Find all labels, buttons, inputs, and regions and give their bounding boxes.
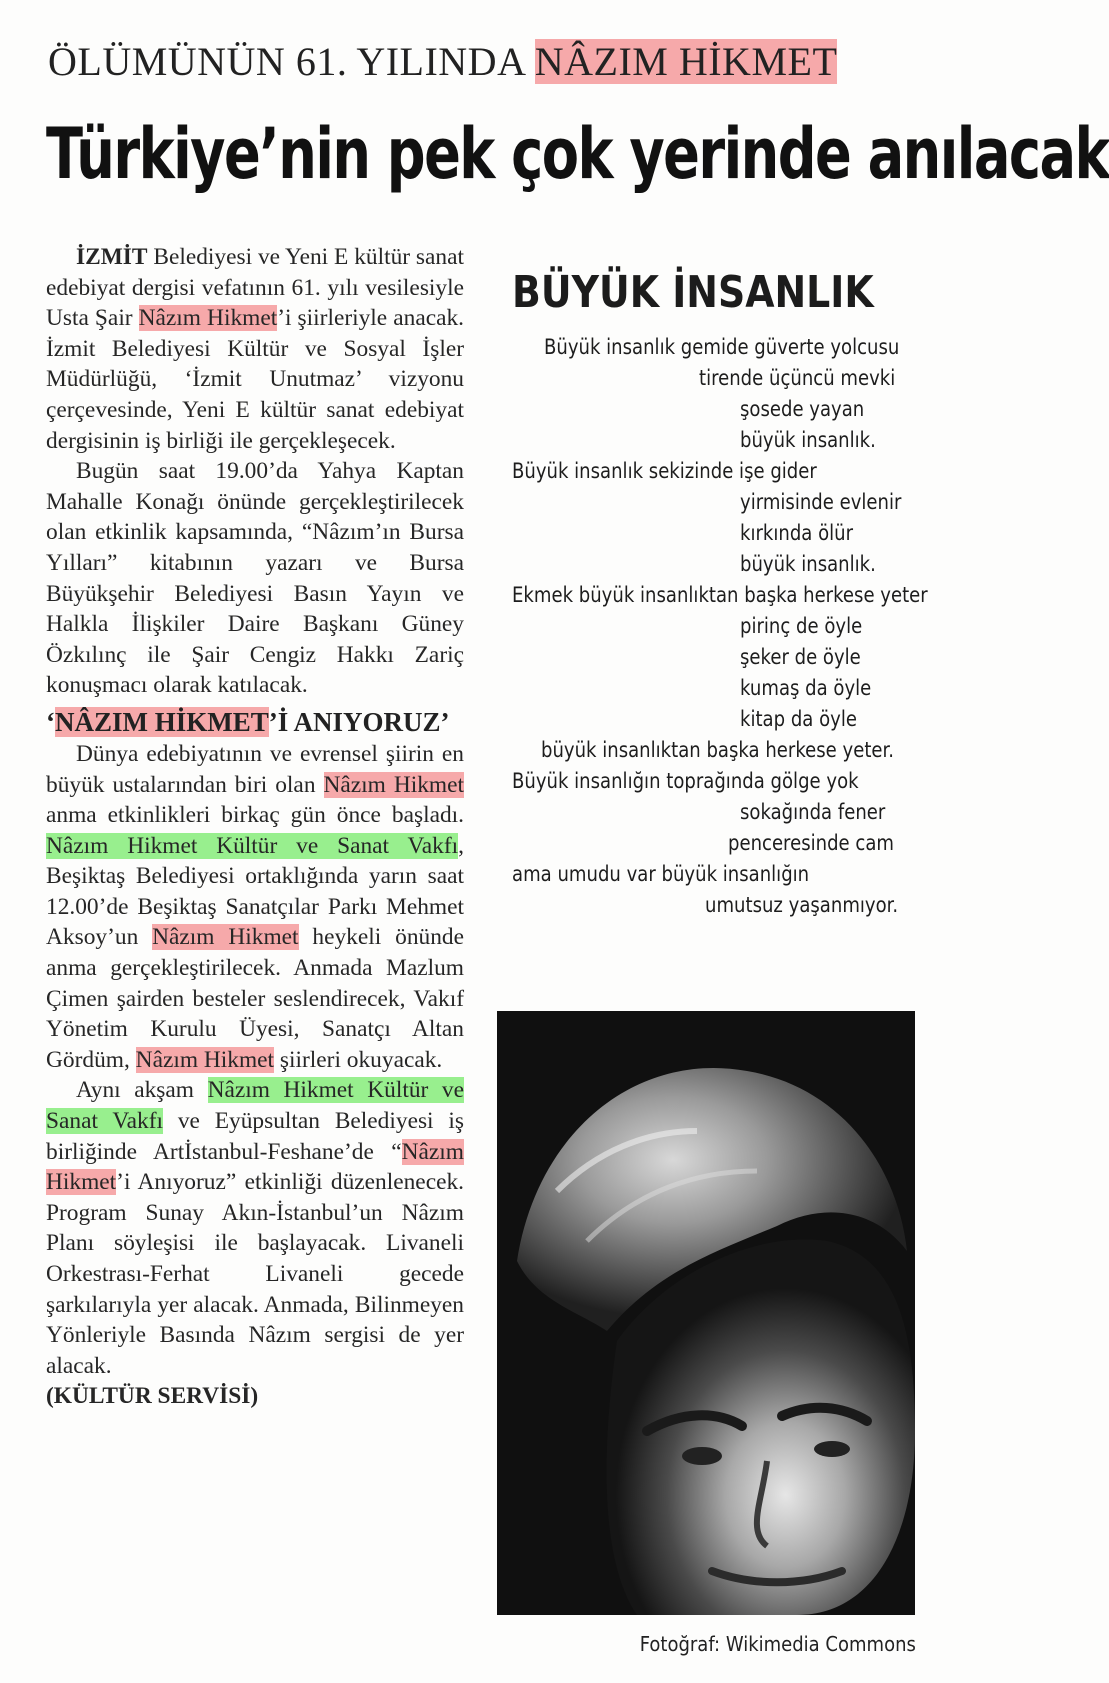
poem-line: penceresinde cam: [728, 831, 894, 855]
poem-line: Büyük insanlığın toprağında gölge yok: [512, 769, 859, 793]
name-highlight: NÂZIM HİKMET: [55, 706, 269, 737]
poem-line: büyük insanlıktan başka herkese yeter.: [541, 738, 895, 762]
poem-line: yirmisinde evlenir: [740, 490, 902, 514]
paragraph-text: anma etkinlikleri birkaç gün önce başladı.: [46, 802, 464, 829]
paragraph-4: [46, 1075, 464, 1381]
paragraph-text: ve Eyüpsultan Belediyesi iş birliğinde Artİstanbul-Feshane’de “: [46, 1108, 464, 1165]
poem-line: kumaş da öyle: [740, 676, 872, 700]
poem-line: Ekmek büyük insanlıktan başka herkese yeter: [512, 583, 928, 607]
paragraph-text: ’i şiirleriyle anacak. İzmit Belediyesi Kültür ve Sosyal İşler Müdürlüğü, ‘İzmit Unutmaz’ vizyonu çerçevesinde, Yeni E kültür sanat edebiyat dergisinin iş birliği ile gerçekleşecek.: [46, 305, 465, 454]
paragraph-text: heykeli önünde anma gerçekleştirilecek. Anmada Mazlum Çimen şairden besteler seslendirecek, Vakıf Yönetim Kurulu Üyesi, Sanatçı Altan Gördüm,: [46, 924, 464, 1073]
poem-line: kırkında ölür: [740, 521, 854, 545]
dateline: İZMİT: [76, 244, 148, 270]
paragraph-text: şiirleri okuyacak.: [274, 1046, 443, 1073]
kicker-line: [48, 38, 837, 86]
poem-line: Büyük insanlık sekizinde işe gider: [512, 459, 817, 483]
paragraph-text: Aynı akşam: [76, 1077, 208, 1104]
name-highlight: Nâzım Hikmet: [46, 1138, 464, 1196]
paragraph-2: Bugün saat 19.00’da Yahya Kaptan Mahalle Konağı önünde gerçekleştirilecek olan etkinlik kapsamında, “Nâzım’ın Bursa Yılları” kitabının yazarı ve Bursa Büyükşehir Belediyesi Basın Yayın ve Halkla İlişkiler Daire Başkanı Güney Özkılınç ile Şair Cengiz Hakkı Zariç konuşmacı olarak katılacak.: [46, 458, 464, 699]
poem-line: ama umudu var büyük insanlığın: [512, 862, 810, 886]
headline: Türkiye’nin pek çok yerinde anılacak: [46, 113, 1109, 195]
poem-line: pirinç de öyle: [740, 614, 863, 638]
paragraph-3: [46, 739, 464, 1076]
poem-line: kitap da öyle: [740, 707, 857, 731]
paragraph-text: Belediyesi ve Yeni E kültür sanat edebiyat dergisi vefatının 61. yılı vesilesiyle Usta Şair: [46, 244, 464, 332]
poem-line: şeker de öyle: [740, 645, 861, 669]
signature: (KÜLTÜR SERVİSİ): [46, 1383, 259, 1410]
poem-title: BÜYÜK İNSANLIK: [512, 267, 874, 318]
paragraph-text: , Beşiktaş Belediyesi ortaklığında yarın saat 12.00’de Beşiktaş Sanatçılar Parkı Mehmet Aksoy’un: [46, 832, 464, 951]
foundation-highlight: Nâzım Hikmet Kültür ve Sanat Vakfı: [46, 832, 459, 859]
poem-line: umutsuz yaşanmıyor.: [705, 893, 899, 917]
foundation-highlight: Nâzım Hikmet Kültür ve Sanat Vakfı: [46, 1077, 464, 1135]
subheading: [46, 705, 464, 739]
poem-line: sokağında fener: [740, 800, 886, 824]
paragraph-1: [46, 242, 464, 456]
portrait-illustration: [497, 1011, 915, 1615]
poem-line: büyük insanlık.: [740, 552, 876, 576]
paragraph-text: ’i Anıyoruz” etkinliği düzenlenecek. Program Sunay Akın-İstanbul’un Nâzım Planı söyleşisi ile başlayacak. Livaneli Orkestrası-Ferhat Livaneli gecede şarkılarıyla yer alacak. Anmada, Bilinmeyen Yönleriyle Basında Nâzım sergisi de yer alacak.: [46, 1169, 464, 1379]
name-highlight: Nâzım Hikmet: [323, 771, 464, 798]
kicker-name-highlight: NÂZIM HİKMET: [534, 39, 838, 84]
name-highlight: Nâzım Hikmet: [135, 1046, 275, 1073]
poem: [512, 332, 932, 921]
paragraph-text: Dünya edebiyatının ve evrensel şiirin en büyük ustalarından biri olan: [46, 740, 464, 798]
poem-line: şosede yayan: [740, 397, 865, 421]
poem-line: Büyük insanlık gemide güverte yolcusu: [544, 335, 900, 359]
photo-credit: Fotoğraf: Wikimedia Commons: [639, 1632, 916, 1656]
portrait-photo: [497, 1011, 915, 1615]
subheading-quote: ‘: [46, 706, 55, 737]
kicker-text: ÖLÜMÜNÜN 61. YILINDA: [48, 39, 535, 84]
poem-line: tirende üçüncü mevki: [699, 366, 896, 390]
name-highlight: Nâzım Hikmet: [138, 305, 278, 332]
poem-line: büyük insanlık.: [740, 428, 876, 452]
subheading-text: ’İ ANIYORUZ’: [268, 706, 450, 737]
name-highlight: Nâzım Hikmet: [152, 924, 299, 951]
article-body: [46, 242, 464, 1412]
